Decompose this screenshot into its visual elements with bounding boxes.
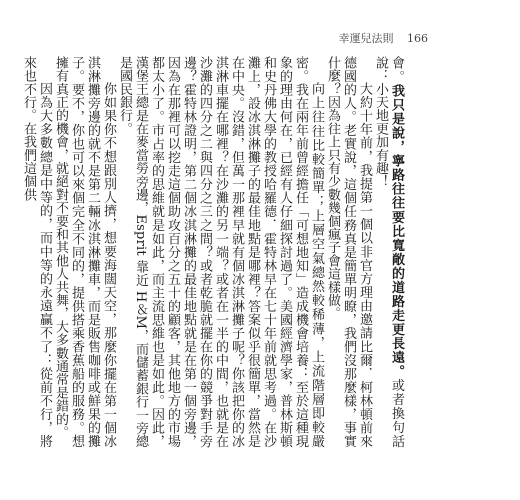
paragraph — [372, 56, 404, 448]
paragraph-lead: 會。 — [389, 56, 404, 85]
page-header — [339, 30, 429, 46]
book-title: 幸運兒法則 — [338, 32, 394, 45]
paragraph: 你如果你不想跟別人擠，想要海闊天空，那麼你擺在第一個冰淇淋攤旁邊的就不是第二輛冰淇淋攤車，而是販售咖啡或鮮果的攤子。要不，你也可以來個完全不同的，提供搭乘香蕉船的服務。想擁有真正的機會，就絕對不要和其他人共舞，大多數通常是錯的。 — [53, 56, 116, 448]
paragraph: 大約十年前，我提第一個以非官方理由邀請比爾．柯林頓前來德國的人。老實說，這個任務真是簡單明瞭，我們沒那麼樣，事實什麼？因為往上只有少數幾個瘋子會這樣做。 — [325, 56, 372, 448]
page-number: 166 — [407, 32, 428, 45]
paragraph-text: 或者換句話說：小天地更加有趣！ — [373, 56, 404, 449]
paragraph: 向上往往比較簡單；上層空氣總然較稀薄，上流階層即較嚴密。我在兩年前曾經擔任「可想地知」造成機會培養：至於這種現象的理由何在，已經有人仔細探討過了。美國經濟學家，普林斯頓和史丹佛大學的教授哈羅德．霍特林早在七十年前就思考過。在沙灘上，設冰淇淋攤子的最佳地點是哪裡？答案似乎很簡單，當然是在中央。沒錯，但萬一那裡早就有個冰淇淋攤子呢？你該把你的冰淇淋車擺在哪裡？在沙灘的另一端？或者在一半的中間，也就是在沙灘的四分之二與四分之三之間？或者乾脆就擺在你的競爭對手旁邊？霍特林證明，第二個冰淇淋攤的最佳地點就是在第一個旁邊，因為在那裡可以挖走這個助攻百分之五十的顧客，其他地方的市場都太小了。市占率的思維就是如此，而主流思維也是如此。因此，漢堡王總是在麥當勞旁邊，Esprit 靠近 H＆M，而儲蓄銀行一旁總是國民銀行。 — [117, 56, 324, 448]
paragraph: 因為大多數總是中等的，而中等的永遠贏不了：從前不行，將來也不行。在我們這個供 — [21, 56, 52, 448]
emphasis-sentence: 我只是說，寧路往往要比寬敞的道路走更長遠。 — [389, 84, 404, 379]
vertical-body-text — [21, 56, 404, 449]
